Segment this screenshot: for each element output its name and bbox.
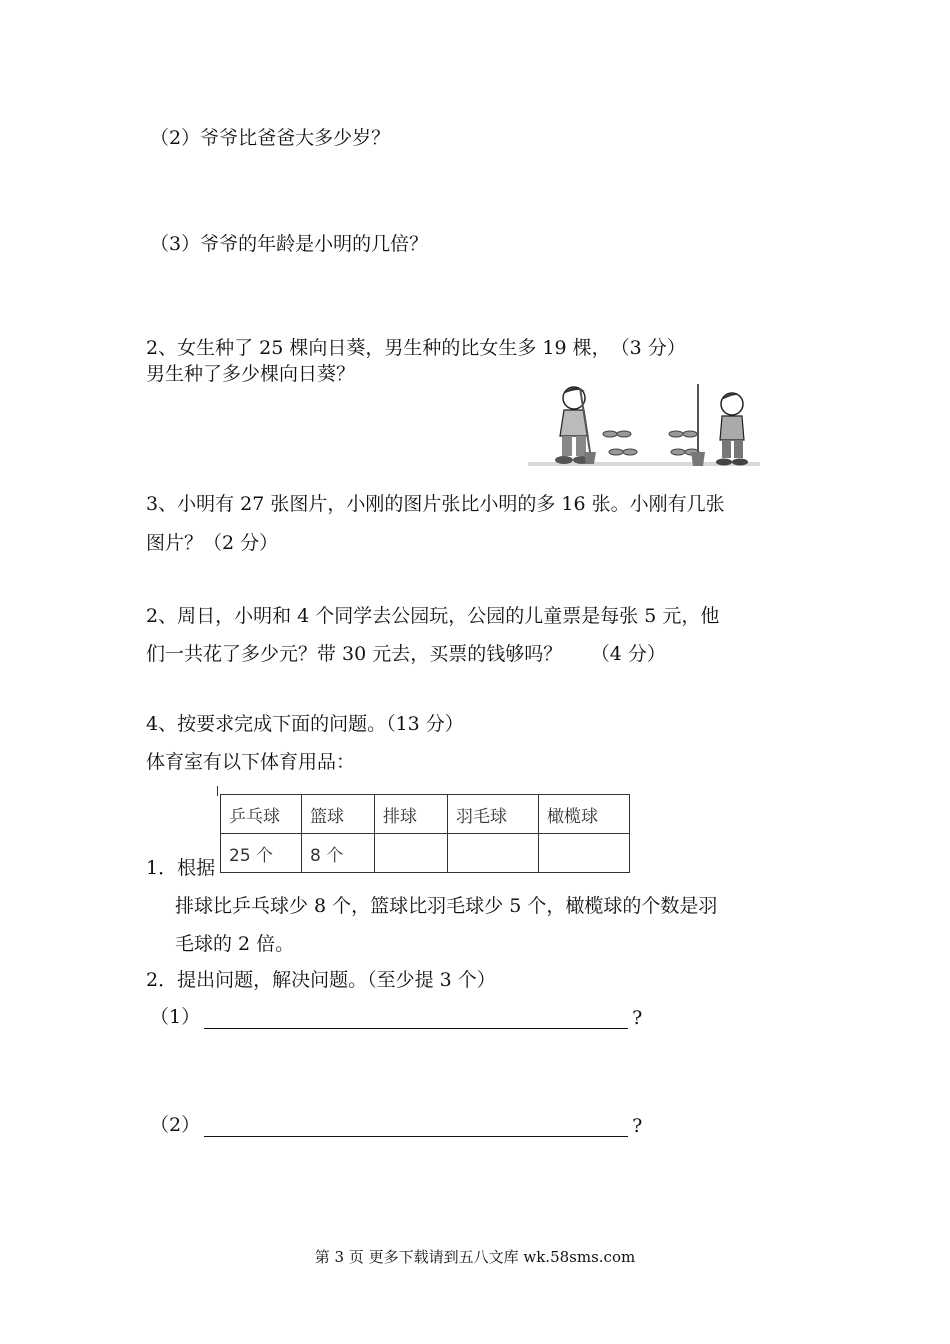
table-header-row bbox=[221, 795, 630, 834]
table-cell: 8 个 bbox=[302, 834, 375, 873]
page-footer: 第 3 页 更多下载请到五八文库 wk.58sms.com bbox=[314, 1248, 636, 1266]
table-header-cell: 羽毛球 bbox=[448, 795, 539, 834]
question-2-grandpa-vs-dad: （2）爷爷比爸爸大多少岁？ bbox=[150, 127, 391, 149]
children-planting-illustration bbox=[528, 380, 760, 472]
answer-blank-1 bbox=[150, 1002, 642, 1029]
item-1-instruction-line1: 排球比乒乓球少 8 个，篮球比羽毛球少 5 个，橄榄球的个数是羽 bbox=[175, 895, 718, 917]
table-cell: 25 个 bbox=[221, 834, 302, 873]
table-corner-mark bbox=[217, 786, 218, 796]
blank-line[interactable] bbox=[204, 1114, 628, 1137]
problem-park-tickets-line2: 们一共花了多少元？带 30 元去，买票的钱够吗？ （4 分） bbox=[146, 643, 666, 665]
blank-prefix: （2） bbox=[150, 1114, 201, 1136]
table-header-cell: 篮球 bbox=[302, 795, 375, 834]
answer-blank-2 bbox=[150, 1110, 642, 1137]
sports-goods-table bbox=[220, 794, 630, 873]
item-1-label: 1．根据 bbox=[146, 857, 216, 879]
blank-line[interactable] bbox=[204, 1006, 628, 1029]
blank-suffix: ? bbox=[632, 1115, 643, 1137]
blank-suffix: ? bbox=[632, 1007, 643, 1029]
problem-pictures-line1: 3、小明有 27 张图片，小刚的图片张比小明的多 16 张。小刚有几张 bbox=[146, 493, 725, 515]
item-1-instruction-line2: 毛球的 2 倍。 bbox=[175, 933, 295, 955]
table-cell bbox=[375, 834, 448, 873]
table-header-cell: 乒乓球 bbox=[221, 795, 302, 834]
question-3-grandpa-vs-xiaoming: （3）爷爷的年龄是小明的几倍？ bbox=[150, 233, 429, 255]
blank-prefix: （1） bbox=[150, 1006, 201, 1028]
problem-sunflowers-line1: 2、女生种了 25 棵向日葵，男生种的比女生多 19 棵， （3 分） bbox=[146, 337, 686, 359]
table-cell bbox=[539, 834, 630, 873]
table-header-cell: 橄榄球 bbox=[539, 795, 630, 834]
problem-sports-intro: 体育室有以下体育用品： bbox=[146, 751, 356, 773]
table-cell bbox=[448, 834, 539, 873]
problem-sports-title: 4、按要求完成下面的问题。（13 分） bbox=[146, 713, 464, 735]
table-row bbox=[221, 834, 630, 873]
problem-sunflowers-line2: 男生种了多少棵向日葵？ bbox=[146, 363, 356, 385]
item-2-label: 2．提出问题，解决问题。（至少提 3 个） bbox=[146, 969, 496, 991]
problem-pictures-line2: 图片？（2 分） bbox=[146, 532, 279, 554]
problem-park-tickets-line1: 2、周日，小明和 4 个同学去公园玩，公园的儿童票是每张 5 元，他 bbox=[146, 605, 720, 627]
table-header-cell: 排球 bbox=[375, 795, 448, 834]
